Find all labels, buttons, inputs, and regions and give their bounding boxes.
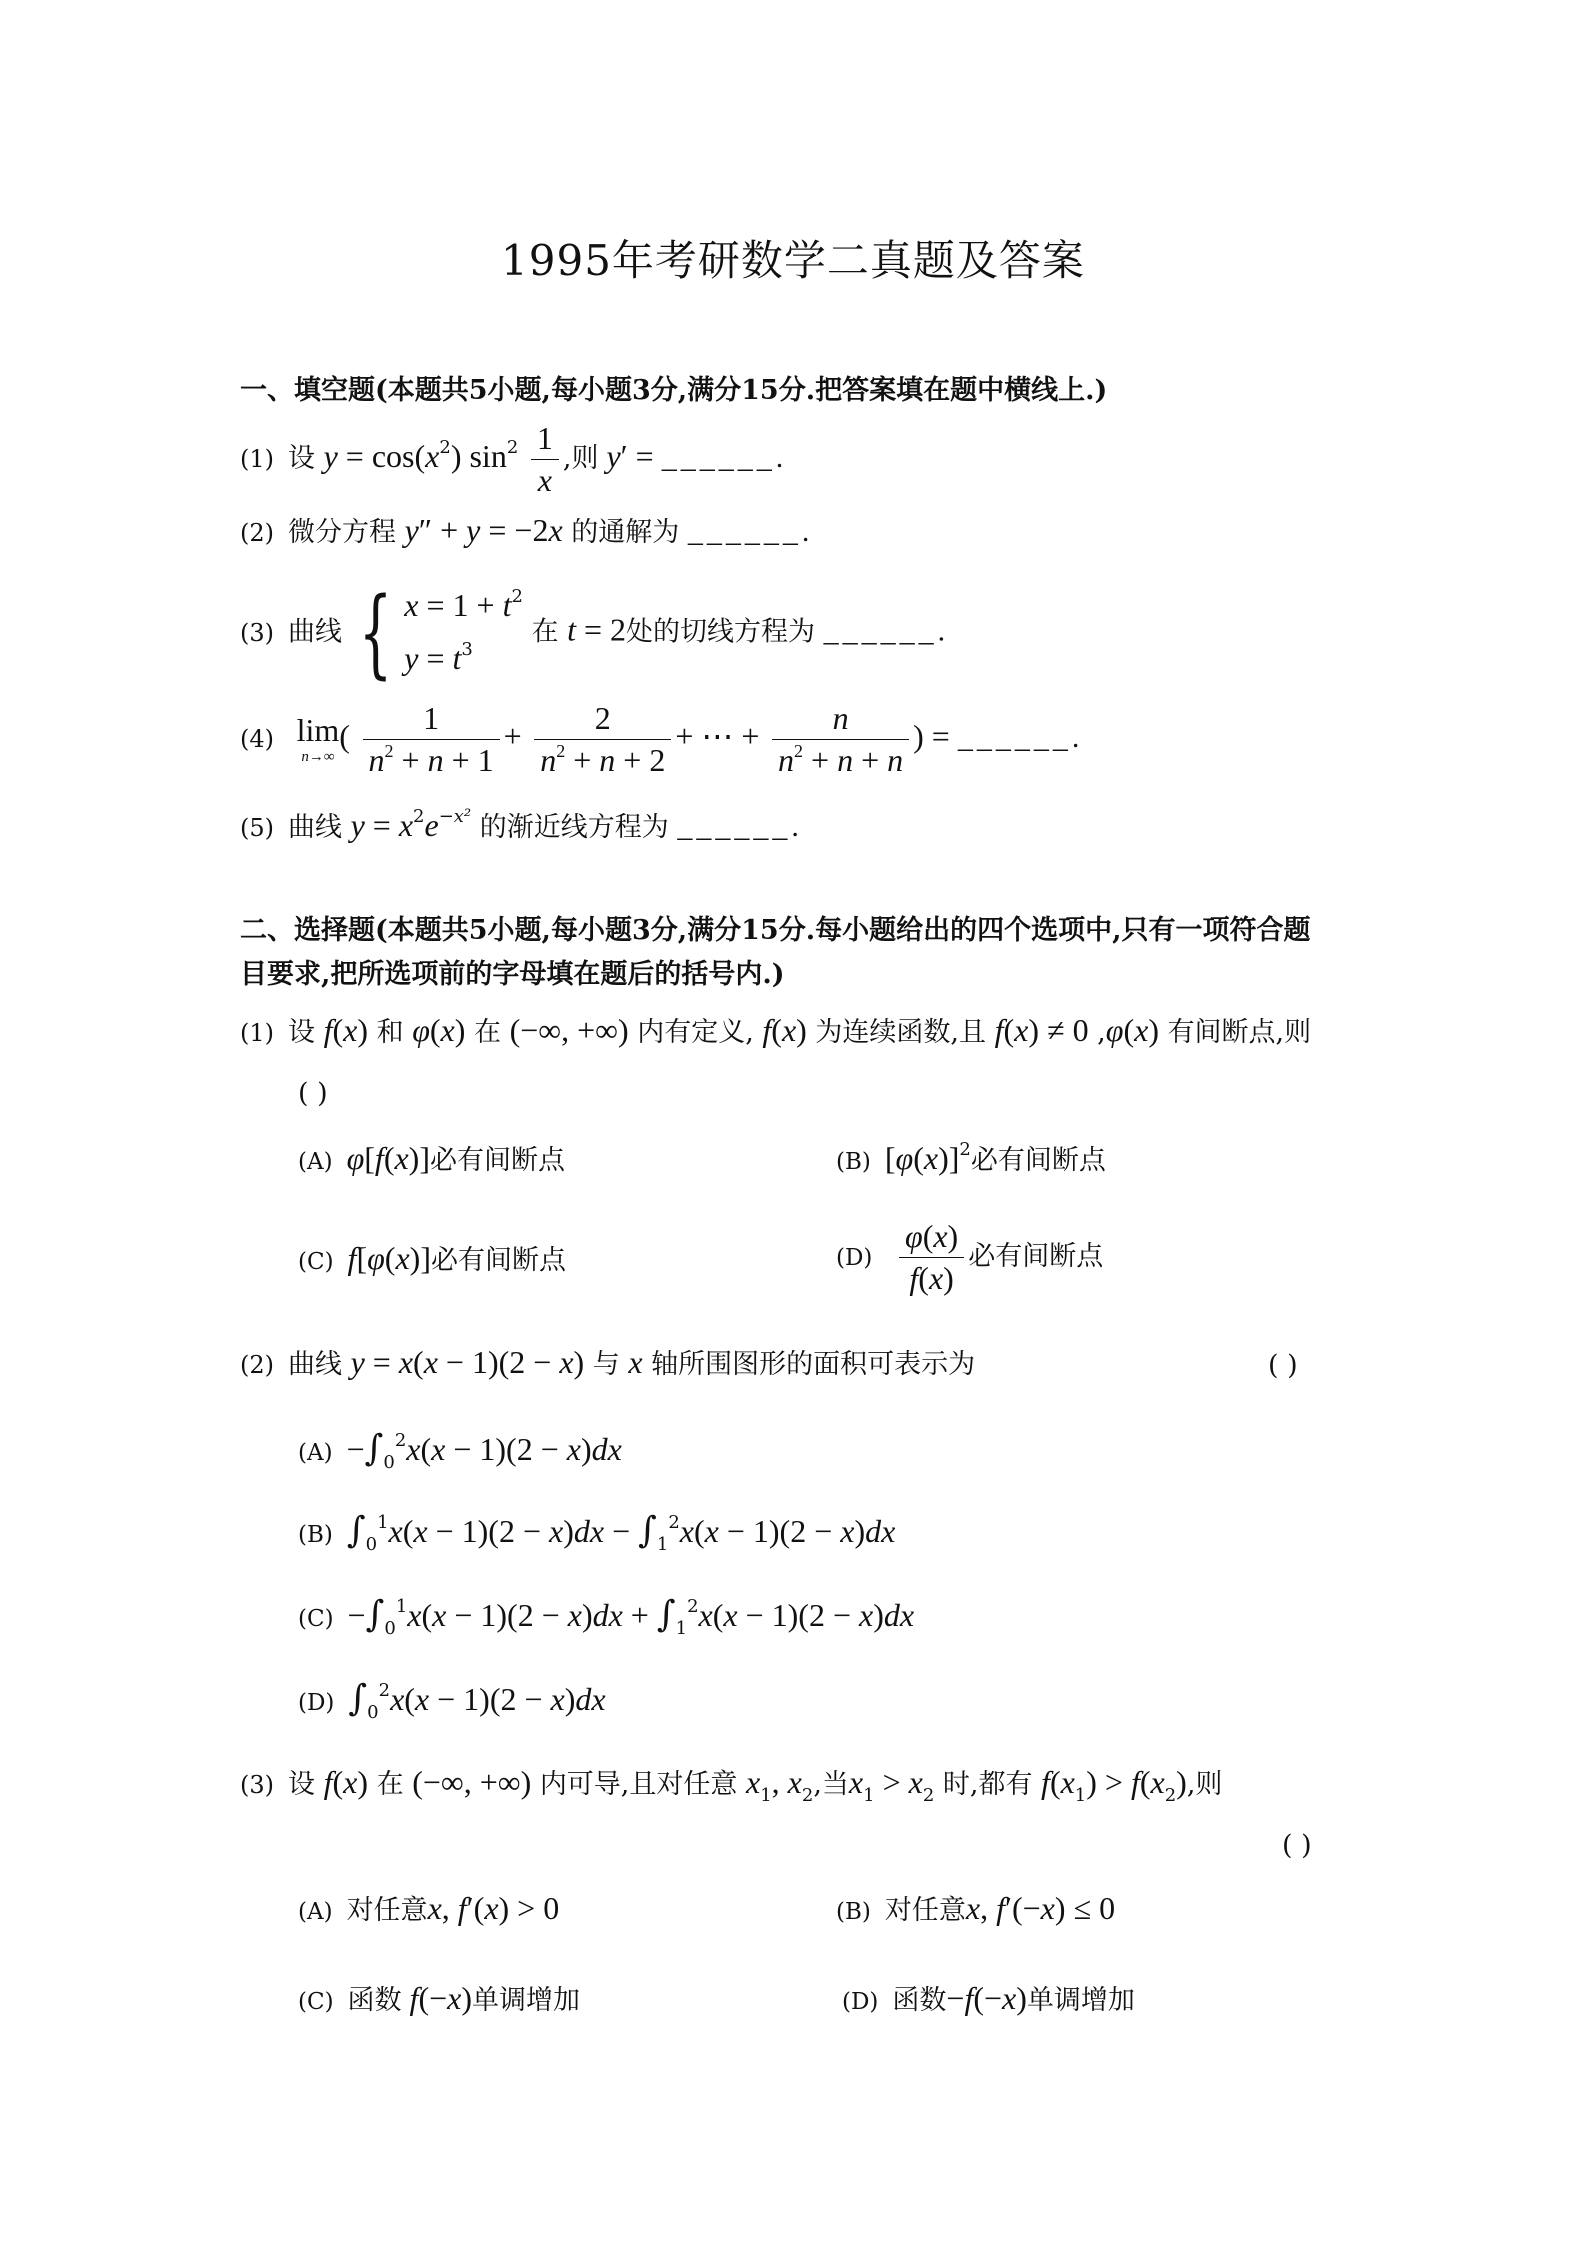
- question-text: 在: [531, 616, 559, 648]
- question-text: 为连续函数,且: [815, 1017, 986, 1048]
- question-text: 设: [288, 443, 315, 474]
- option-a[interactable]: (A) φ[f(x)]必有间断点: [298, 1140, 565, 1176]
- option-text: 对任意: [346, 1895, 428, 1926]
- answer-parentheses[interactable]: ( ): [1268, 1350, 1298, 1381]
- question-number: (3): [240, 618, 274, 647]
- option-text: 单调增加: [1026, 1985, 1135, 2016]
- fill-question-4: (4) lim n→∞ ( $\frac{1}{n^2 + n + 1}$ + $\frac{2}{n^2 + n + 2}$ + ⋯ + $\frac{n}{n^2 + n + n}$ ) = ______.: [240, 700, 1084, 778]
- parametric-system: $x = 1 + t^2$ $y = t^3$: [404, 586, 523, 676]
- answer-blank: ______.: [957, 721, 1084, 754]
- option-label: (B): [836, 1899, 871, 1925]
- answer-parentheses[interactable]: ( ): [298, 1078, 328, 1109]
- choice-question-2: (2) 曲线 y = x(x − 1)(2 − x) 与 x 轴所围图形的面积可表示为: [240, 1344, 976, 1380]
- option-label: (C): [298, 1249, 334, 1275]
- question-text: 微分方程: [288, 517, 396, 548]
- question-number: (1): [240, 1019, 274, 1047]
- option-text: 必有间断点: [968, 1241, 1104, 1272]
- option-c[interactable]: (C) 函数 f(−x)单调增加: [298, 1980, 580, 2016]
- question-text: ,则: [562, 443, 599, 474]
- question-text: 时,都有: [942, 1769, 1033, 1800]
- option-b[interactable]: (B) $\int_0^1x(x - 1)(2 - x)dx - \int_1^2x(x - 1)(2 - x)dx$: [298, 1510, 896, 1555]
- question-text: 内可导,且对任意: [539, 1769, 738, 1800]
- option-label: (D): [298, 1690, 335, 1716]
- option-text: 对任意: [884, 1895, 966, 1926]
- choice-question-3: (3) 设 f(x) 在 (−∞, +∞) 内可导,且对任意 $x_1$, $x_2$,当$x_1 > x_2$ 时,都有 $f(x_1) > f(x_2)$,则: [240, 1764, 1223, 1806]
- answer-blank: ______.: [677, 810, 803, 843]
- question-text: 曲线: [288, 616, 342, 648]
- fraction: $\frac{1}{x}$: [531, 420, 559, 499]
- option-a[interactable]: $(A) -\int_0^2x(x - 1)(2 - x)dx$: [298, 1428, 622, 1473]
- question-number: (2): [240, 519, 274, 547]
- question-text: 处的切线方程为: [626, 616, 816, 648]
- option-text: 单调增加: [472, 1985, 580, 2016]
- question-text: 在: [376, 1769, 404, 1800]
- question-number: (4): [240, 725, 274, 753]
- option-label: (A): [298, 1440, 333, 1466]
- question-text: 在: [474, 1017, 501, 1048]
- question-text: 设: [288, 1017, 315, 1048]
- question-text: 与: [592, 1349, 620, 1380]
- question-text: 设: [288, 1769, 315, 1800]
- option-label: (C): [298, 1989, 334, 2015]
- option-label: (D): [842, 1989, 879, 2015]
- section2-heading-line1: 二、选择题(本题共5小题,每小题3分,满分15分.每小题给出的四个选项中,只有一项符合题: [240, 915, 1311, 946]
- question-text: 内有定义,: [637, 1017, 754, 1048]
- section1-heading: 一、填空题(本题共5小题,每小题3分,满分15分.把答案填在题中横线上.): [240, 375, 1108, 406]
- formula: y: [323, 438, 338, 474]
- option-label: (C): [298, 1606, 334, 1632]
- option-d[interactable]: [836, 1218, 1103, 1297]
- option-text: 函数: [892, 1985, 947, 2016]
- answer-blank: ______.: [661, 441, 788, 474]
- option-a[interactable]: (A) 对任意x, f′(x) > 0: [298, 1890, 560, 1926]
- fill-question-3: (3) 曲线 { $x = 1 + t^2$ $y = t^3$ 在 t = 2处的切线方程为 ______.: [240, 577, 950, 689]
- option-text: 函数: [347, 1985, 402, 2016]
- fill-question-5: (5) 曲线 $y = x^2e^{-x^2}$ 的渐近线方程为 ______.: [240, 806, 803, 843]
- question-number: (2): [240, 1351, 274, 1379]
- option-c[interactable]: $(C) -\int_0^1x(x - 1)(2 - x)dx + \int_1^2x(x - 1)(2 - x)dx$: [298, 1594, 915, 1639]
- question-number: (3): [240, 1771, 274, 1799]
- question-text: ,: [1097, 1017, 1106, 1048]
- option-b[interactable]: (B) 对任意x, f′(−x) ≤ 0: [836, 1890, 1116, 1926]
- option-text: 必有间断点: [429, 1145, 565, 1176]
- fraction: $\frac{\varphi(x)}{f(x)}$: [899, 1218, 964, 1297]
- question-text: ,当: [813, 1769, 849, 1800]
- option-c[interactable]: (C) f[φ(x)]必有间断点: [298, 1240, 566, 1276]
- question-text: 的渐近线方程为: [479, 812, 669, 843]
- question-text: 有间断点,则: [1167, 1017, 1312, 1048]
- fraction: $\frac{1}{n^2 + n + 1}$: [363, 700, 500, 779]
- page-title: 1995年考研数学二真题及答案: [501, 236, 1085, 285]
- limit-operator: lim n→∞: [296, 712, 340, 765]
- option-label: (D): [836, 1245, 873, 1271]
- option-b[interactable]: (B) $[\varphi(x)]^2$必有间断点: [836, 1139, 1106, 1176]
- fill-question-1: (1) 设 $y = \cos(x^2)$ $\sin^2$ $\frac{1}{x}$ ,则 y′ = ______.: [240, 420, 788, 498]
- section2-heading-line2: 目要求,把所选项前的字母填在题后的括号内.): [240, 959, 785, 990]
- option-label: (A): [298, 1899, 333, 1925]
- question-text: 的通解为: [571, 517, 680, 548]
- answer-blank: ______.: [823, 614, 950, 648]
- option-label: (B): [298, 1522, 333, 1548]
- question-text: 曲线: [288, 812, 342, 843]
- option-text: 必有间断点: [430, 1245, 566, 1276]
- option-text: 必有间断点: [970, 1145, 1106, 1176]
- option-d[interactable]: (D) 函数−f(−x)单调增加: [842, 1980, 1135, 2016]
- question-number: (5): [240, 814, 274, 842]
- fraction: $\frac{n}{n^2 + n + n}$: [772, 700, 909, 779]
- option-label: (A): [298, 1149, 333, 1175]
- question-text: 轴所围图形的面积可表示为: [651, 1349, 976, 1380]
- question-text: 曲线: [288, 1349, 342, 1380]
- question-text: ,则: [1186, 1769, 1223, 1800]
- question-text: 和: [376, 1017, 404, 1048]
- answer-blank: ______.: [687, 515, 814, 548]
- option-label: (B): [836, 1149, 871, 1175]
- option-d[interactable]: (D) $\int_0^2x(x - 1)(2 - x)dx$: [298, 1678, 606, 1723]
- question-number: (1): [240, 445, 274, 473]
- choice-question-1: (1) 设 f(x) 和 φ(x) 在 (−∞, +∞) 内有定义, f(x) 为连续函数,且 f(x) ≠ 0 ,φ(x) 有间断点,则: [240, 1012, 1312, 1048]
- fill-question-2: (2) 微分方程 y″ + y = −2x 的通解为 ______.: [240, 512, 814, 548]
- answer-parentheses[interactable]: ( ): [1282, 1830, 1312, 1861]
- fraction: $\frac{2}{n^2 + n + 2}$: [534, 700, 671, 779]
